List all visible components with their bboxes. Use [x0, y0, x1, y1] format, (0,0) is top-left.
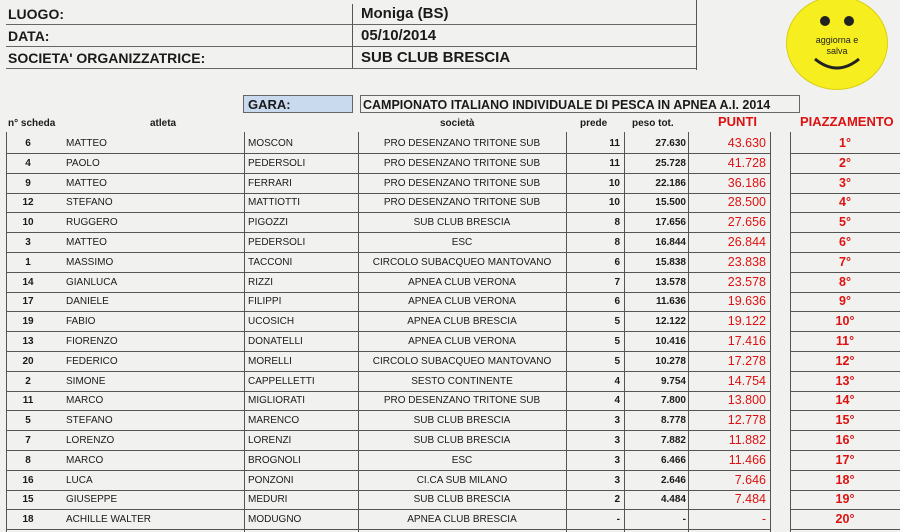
prede: 3: [614, 474, 620, 486]
peso-tot: 17.656: [655, 217, 686, 229]
athlete-first-name: RUGGERO: [66, 217, 118, 229]
table-row: [0, 273, 900, 293]
col-peso: peso tot.: [632, 118, 674, 129]
punti: 26.844: [727, 235, 766, 249]
scheda-number: 18: [22, 514, 34, 526]
prede: 8: [614, 237, 620, 248]
athlete-first-name: ACHILLE WALTER: [66, 514, 152, 526]
piazzamento: 20°: [835, 512, 855, 527]
athlete-last-name: MARENCO: [248, 415, 300, 427]
col-scheda: n° scheda: [8, 118, 56, 129]
piazzamento: 10°: [835, 314, 855, 329]
table-row: [0, 292, 900, 312]
society: SUB CLUB BRESCIA: [413, 217, 511, 229]
piazzamento: 15°: [835, 413, 855, 428]
athlete-last-name: MIGLIORATI: [248, 395, 306, 407]
athlete-first-name: MATTEO: [66, 177, 107, 189]
piazzamento: 14°: [835, 393, 855, 408]
athlete-last-name: MODUGNO: [248, 514, 302, 526]
prede: 10: [608, 177, 620, 189]
scheda-number: 12: [22, 197, 34, 209]
update-save-button[interactable]: [786, 0, 888, 90]
athlete-first-name: MARCO: [66, 454, 104, 466]
athlete-first-name: STEFANO: [66, 197, 113, 209]
punti: 19.122: [727, 314, 766, 329]
athlete-first-name: LUCA: [66, 474, 93, 486]
prede: 8: [614, 217, 620, 229]
punti: 14.754: [727, 373, 766, 388]
athlete-first-name: GIANLUCA: [66, 276, 118, 288]
punti: -: [761, 512, 766, 527]
scheda-number: 13: [22, 336, 34, 347]
data-row: [6, 26, 696, 47]
peso-tot: -: [682, 514, 686, 526]
athlete-first-name: PAOLO: [66, 157, 100, 169]
athlete-last-name: UCOSICH: [248, 316, 295, 328]
piazzamento: 6°: [839, 235, 851, 249]
table-row: [0, 391, 900, 411]
punti: 11.882: [728, 433, 766, 447]
table-row: [0, 134, 900, 154]
row-divider: [790, 529, 900, 530]
table-row: [0, 352, 900, 372]
society: PRO DESENZANO TRITONE SUB: [383, 197, 541, 209]
luogo-label: LUOGO:: [8, 6, 64, 22]
peso-tot: 8.778: [660, 415, 686, 427]
athlete-last-name: MATTIOTTI: [248, 197, 301, 209]
row-divider: [6, 529, 770, 530]
scheda-number: 19: [22, 316, 34, 328]
athlete-last-name: PONZONI: [248, 474, 294, 486]
luogo-row: [6, 4, 696, 25]
table-row: [0, 411, 900, 431]
peso-tot: 10.278: [655, 355, 686, 367]
scheda-number: 15: [22, 494, 34, 506]
scheda-number: 3: [25, 237, 31, 248]
col-societa: società: [440, 118, 475, 129]
peso-tot: 15.500: [655, 197, 686, 209]
athlete-first-name: FIORENZO: [66, 336, 118, 347]
punti: 12.778: [727, 413, 766, 428]
piazzamento: 8°: [839, 274, 851, 289]
scheda-number: 1: [25, 256, 31, 268]
gara-label: GARA:: [243, 95, 353, 113]
punti: 11.466: [728, 452, 766, 467]
prede: 3: [614, 454, 620, 466]
scheda-number: 14: [22, 276, 34, 288]
scheda-number: 5: [25, 415, 31, 427]
prede: 5: [614, 316, 620, 328]
punti: 7.484: [734, 492, 766, 507]
piazzamento: 13°: [835, 373, 855, 388]
piazzamento: 11°: [835, 334, 855, 348]
athlete-last-name: FERRARI: [248, 177, 292, 189]
peso-tot: 2.646: [660, 474, 686, 486]
prede: 4: [614, 375, 620, 387]
athlete-first-name: FABIO: [66, 316, 96, 328]
table-row: [0, 174, 900, 194]
athlete-last-name: PIGOZZI: [248, 217, 288, 229]
button-line-2: salva: [826, 46, 848, 56]
data-value: 05/10/2014: [361, 27, 437, 44]
athlete-last-name: MORELLI: [248, 355, 292, 367]
athlete-last-name: FILIPPI: [248, 296, 282, 308]
athlete-first-name: MATTEO: [66, 237, 107, 248]
scheda-number: 6: [25, 138, 31, 149]
athlete-last-name: DONATELLI: [248, 336, 303, 347]
athlete-first-name: MASSIMO: [66, 256, 114, 268]
gara-value: CAMPIONATO ITALIANO INDIVIDUALE DI PESCA IN APNEA A.I. 2014: [360, 95, 800, 113]
athlete-last-name: MOSCON: [248, 138, 293, 149]
table-row: [0, 510, 900, 530]
table-row: [0, 471, 900, 491]
society: APNEA CLUB VERONA: [408, 336, 516, 347]
athlete-last-name: PEDERSOLI: [248, 237, 306, 248]
table-row: [0, 490, 900, 510]
society: CIRCOLO SUBACQUEO MANTOVANO: [372, 256, 552, 268]
athlete-first-name: FEDERICO: [66, 355, 118, 367]
peso-tot: 13.578: [655, 276, 686, 288]
society: SUB CLUB BRESCIA: [413, 415, 511, 427]
scheda-number: 16: [22, 474, 34, 486]
societa-value: SUB CLUB BRESCIA: [361, 49, 511, 66]
societa-label: SOCIETA' ORGANIZZATRICE:: [8, 50, 206, 66]
athlete-first-name: SIMONE: [66, 375, 106, 387]
athlete-last-name: RIZZI: [248, 276, 273, 288]
peso-tot: 12.122: [655, 316, 686, 328]
punti: 7.646: [734, 472, 766, 487]
col-prede: prede: [580, 118, 608, 129]
piazzamento: 17°: [835, 452, 855, 467]
prede: -: [616, 514, 620, 526]
punti: 13.800: [727, 393, 766, 408]
button-line-1: aggiorna e: [815, 35, 859, 45]
society: APNEA CLUB VERONA: [408, 296, 516, 308]
athlete-last-name: MEDURI: [248, 494, 288, 506]
society: SUB CLUB BRESCIA: [413, 435, 511, 446]
prede: 11: [609, 157, 620, 169]
prede: 11: [609, 138, 620, 149]
piazzamento: 18°: [835, 472, 855, 487]
scheda-number: 2: [25, 375, 31, 387]
societa-row: [6, 48, 696, 69]
scheda-number: 17: [22, 296, 34, 308]
peso-tot: 25.728: [655, 157, 686, 169]
punti: 17.278: [727, 353, 766, 368]
scheda-number: 10: [22, 217, 34, 229]
athlete-first-name: MARCO: [66, 395, 104, 407]
society: PRO DESENZANO TRITONE SUB: [383, 395, 541, 407]
society: CIRCOLO SUBACQUEO MANTOVANO: [372, 355, 552, 367]
prede: 6: [614, 256, 620, 268]
society: SUB CLUB BRESCIA: [413, 494, 511, 506]
piazzamento: 3°: [839, 175, 851, 190]
scheda-number: 9: [25, 177, 31, 189]
peso-tot: 22.186: [655, 177, 686, 189]
athlete-first-name: GIUSEPPE: [66, 494, 118, 506]
piazzamento: 5°: [839, 215, 851, 230]
athlete-first-name: STEFANO: [66, 415, 113, 427]
prede: 3: [614, 435, 620, 446]
table-row: [0, 332, 900, 352]
table-row: [0, 372, 900, 392]
punti: 23.578: [727, 274, 766, 289]
col-piazzamento: PIAZZAMENTO: [800, 114, 894, 129]
punti: 27.656: [727, 215, 766, 230]
header-divider: [352, 4, 353, 68]
society: ESC: [451, 454, 473, 466]
scheda-number: 4: [25, 157, 31, 169]
piazzamento: 4°: [839, 195, 851, 210]
prede: 6: [614, 296, 620, 308]
table-row: [0, 431, 900, 451]
table-row: [0, 253, 900, 273]
header-right-edge: [696, 0, 697, 70]
society: PRO DESENZANO TRITONE SUB: [383, 157, 541, 169]
punti: 17.416: [727, 334, 766, 348]
col-punti: PUNTI: [718, 114, 757, 129]
punti: 41.728: [727, 155, 766, 170]
society: SESTO CONTINENTE: [411, 375, 513, 387]
peso-tot: 7.800: [660, 395, 686, 407]
prede: 4: [614, 395, 620, 407]
prede: 10: [608, 197, 620, 209]
peso-tot: 6.466: [660, 454, 686, 466]
data-label: DATA:: [8, 28, 50, 44]
athlete-first-name: DANIELE: [66, 296, 109, 308]
punti: 19.636: [727, 294, 766, 309]
punti: 36.186: [727, 175, 766, 190]
peso-tot: 15.838: [655, 256, 686, 268]
scheda-number: 20: [22, 355, 34, 367]
table-row: [0, 154, 900, 174]
piazzamento: 2°: [839, 155, 851, 170]
society: APNEA CLUB BRESCIA: [407, 514, 517, 526]
piazzamento: 9°: [839, 294, 851, 309]
piazzamento: 7°: [839, 254, 851, 269]
athlete-last-name: CAPPELLETTI: [248, 375, 315, 387]
athlete-first-name: MATTEO: [66, 138, 107, 149]
peso-tot: 9.754: [660, 375, 686, 387]
peso-tot: 10.416: [655, 336, 686, 347]
prede: 3: [614, 415, 620, 427]
peso-tot: 16.844: [655, 237, 686, 248]
punti: 43.630: [727, 136, 766, 150]
peso-tot: 4.484: [660, 494, 686, 506]
prede: 5: [614, 336, 620, 347]
scheda-number: 7: [25, 435, 31, 446]
athlete-last-name: PEDERSOLI: [248, 157, 306, 169]
society: PRO DESENZANO TRITONE SUB: [383, 177, 541, 189]
col-atleta: atleta: [150, 118, 177, 129]
prede: 2: [614, 494, 620, 506]
athlete-last-name: BROGNOLI: [248, 454, 301, 466]
society: APNEA CLUB VERONA: [408, 276, 516, 288]
table-row: [0, 193, 900, 213]
table-row: [0, 233, 900, 253]
table-row: [0, 451, 900, 471]
piazzamento: 16°: [835, 433, 855, 447]
prede: 7: [614, 276, 620, 288]
athlete-last-name: LORENZI: [248, 435, 292, 446]
punti: 23.838: [727, 254, 766, 269]
piazzamento: 1°: [839, 136, 851, 150]
society: ESC: [451, 237, 473, 248]
society: CI.CA SUB MILANO: [416, 474, 508, 486]
peso-tot: 11.636: [655, 296, 686, 308]
scheda-number: 8: [25, 454, 31, 466]
peso-tot: 7.882: [660, 435, 686, 446]
peso-tot: 27.630: [655, 138, 686, 149]
piazzamento: 12°: [835, 353, 855, 368]
piazzamento: 19°: [835, 492, 855, 507]
prede: 5: [614, 355, 620, 367]
luogo-value: Moniga (BS): [361, 5, 449, 22]
society: APNEA CLUB BRESCIA: [407, 316, 517, 328]
punti: 28.500: [727, 195, 766, 210]
society: PRO DESENZANO TRITONE SUB: [383, 138, 541, 149]
athlete-first-name: LORENZO: [66, 435, 115, 446]
scheda-number: 11: [22, 395, 34, 407]
athlete-last-name: TACCONI: [248, 256, 293, 268]
table-row: [0, 213, 900, 233]
table-row: [0, 312, 900, 332]
